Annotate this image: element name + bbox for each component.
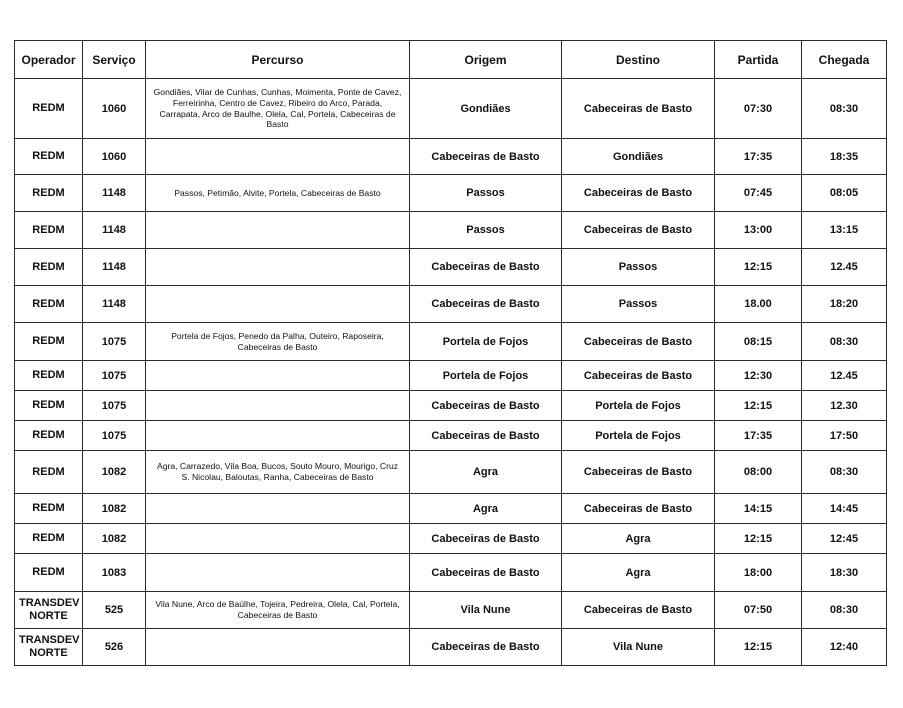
cell-origem: Cabeceiras de Basto <box>410 391 562 421</box>
cell-operador: TRANSDEV NORTE <box>15 629 83 666</box>
cell-percurso <box>146 494 410 524</box>
cell-servico: 1148 <box>83 212 146 249</box>
cell-percurso <box>146 629 410 666</box>
cell-servico: 1082 <box>83 524 146 554</box>
cell-destino: Portela de Fojos <box>562 391 715 421</box>
cell-partida: 14:15 <box>715 494 802 524</box>
cell-partida: 18.00 <box>715 286 802 323</box>
cell-chegada: 08:30 <box>802 79 887 139</box>
cell-origem: Cabeceiras de Basto <box>410 421 562 451</box>
cell-origem: Cabeceiras de Basto <box>410 554 562 592</box>
cell-operador: REDM <box>15 421 83 451</box>
cell-destino: Agra <box>562 524 715 554</box>
cell-destino: Cabeceiras de Basto <box>562 494 715 524</box>
table-row <box>15 323 887 361</box>
cell-partida: 12:15 <box>715 391 802 421</box>
cell-partida: 07:30 <box>715 79 802 139</box>
cell-servico: 1082 <box>83 494 146 524</box>
table-row <box>15 249 887 286</box>
cell-destino: Passos <box>562 286 715 323</box>
cell-origem: Agra <box>410 494 562 524</box>
cell-destino: Cabeceiras de Basto <box>562 212 715 249</box>
cell-origem: Cabeceiras de Basto <box>410 524 562 554</box>
cell-chegada: 08:30 <box>802 592 887 629</box>
header-partida: Partida <box>715 41 802 79</box>
cell-partida: 13:00 <box>715 212 802 249</box>
cell-chegada: 08:30 <box>802 451 887 494</box>
cell-destino: Agra <box>562 554 715 592</box>
cell-origem: Portela de Fojos <box>410 361 562 391</box>
cell-servico: 1083 <box>83 554 146 592</box>
cell-operador: TRANSDEV NORTE <box>15 592 83 629</box>
cell-operador: REDM <box>15 554 83 592</box>
cell-servico: 1075 <box>83 323 146 361</box>
cell-origem: Cabeceiras de Basto <box>410 286 562 323</box>
table-row <box>15 286 887 323</box>
cell-chegada: 14:45 <box>802 494 887 524</box>
cell-servico: 1148 <box>83 249 146 286</box>
cell-percurso: Vila Nune, Arco de Baúlhe, Tojeira, Pedreira, Olela, Cal, Portela, Cabeceiras de Basto <box>146 592 410 629</box>
cell-destino: Cabeceiras de Basto <box>562 361 715 391</box>
cell-destino: Cabeceiras de Basto <box>562 451 715 494</box>
cell-percurso <box>146 421 410 451</box>
table-row <box>15 79 887 139</box>
cell-origem: Cabeceiras de Basto <box>410 249 562 286</box>
cell-origem: Passos <box>410 175 562 212</box>
cell-partida: 17:35 <box>715 421 802 451</box>
cell-operador: REDM <box>15 323 83 361</box>
cell-origem: Cabeceiras de Basto <box>410 629 562 666</box>
table-row <box>15 524 887 554</box>
cell-partida: 08:15 <box>715 323 802 361</box>
cell-origem: Cabeceiras de Basto <box>410 139 562 175</box>
cell-chegada: 17:50 <box>802 421 887 451</box>
cell-chegada: 12.45 <box>802 249 887 286</box>
cell-servico: 1075 <box>83 361 146 391</box>
header-destino: Destino <box>562 41 715 79</box>
cell-operador: REDM <box>15 361 83 391</box>
cell-percurso <box>146 212 410 249</box>
header-servico: Serviço <box>83 41 146 79</box>
cell-partida: 07:50 <box>715 592 802 629</box>
cell-origem: Portela de Fojos <box>410 323 562 361</box>
cell-destino: Cabeceiras de Basto <box>562 592 715 629</box>
cell-operador: REDM <box>15 524 83 554</box>
cell-destino: Vila Nune <box>562 629 715 666</box>
cell-origem: Vila Nune <box>410 592 562 629</box>
cell-chegada: 13:15 <box>802 212 887 249</box>
cell-destino: Cabeceiras de Basto <box>562 323 715 361</box>
cell-chegada: 12.45 <box>802 361 887 391</box>
cell-servico: 1148 <box>83 286 146 323</box>
cell-percurso: Agra, Carrazedo, Vila Boa, Bucos, Souto Mouro, Mourigo, Cruz S. Nicolau, Baloutas, Ranha, Cabeceiras de Basto <box>146 451 410 494</box>
cell-operador: REDM <box>15 212 83 249</box>
cell-partida: 12:15 <box>715 629 802 666</box>
cell-chegada: 18:30 <box>802 554 887 592</box>
cell-percurso <box>146 286 410 323</box>
cell-servico: 1075 <box>83 421 146 451</box>
cell-servico: 526 <box>83 629 146 666</box>
table-row <box>15 629 887 666</box>
cell-operador: REDM <box>15 175 83 212</box>
cell-operador: REDM <box>15 494 83 524</box>
header-chegada: Chegada <box>802 41 887 79</box>
cell-operador: REDM <box>15 249 83 286</box>
cell-chegada: 18:35 <box>802 139 887 175</box>
cell-percurso <box>146 249 410 286</box>
cell-chegada: 12:45 <box>802 524 887 554</box>
table-row <box>15 494 887 524</box>
cell-percurso <box>146 391 410 421</box>
table-row <box>15 421 887 451</box>
table-row <box>15 212 887 249</box>
cell-destino: Cabeceiras de Basto <box>562 175 715 212</box>
cell-percurso <box>146 361 410 391</box>
cell-operador: REDM <box>15 391 83 421</box>
cell-percurso: Portela de Fojos, Penedo da Palha, Outeiro, Raposeira, Cabeceiras de Basto <box>146 323 410 361</box>
table-row <box>15 451 887 494</box>
cell-origem: Passos <box>410 212 562 249</box>
cell-destino: Gondiães <box>562 139 715 175</box>
cell-servico: 1075 <box>83 391 146 421</box>
cell-servico: 1060 <box>83 139 146 175</box>
cell-partida: 12:15 <box>715 249 802 286</box>
table-row <box>15 592 887 629</box>
cell-partida: 08:00 <box>715 451 802 494</box>
cell-partida: 18:00 <box>715 554 802 592</box>
table-row <box>15 554 887 592</box>
cell-percurso: Gondiães, Vilar de Cunhas, Cunhas, Moimenta, Ponte de Cavez, Ferreirinha, Centro de Cavez, Ribeiro do Arco, Parada, Carrapata, Arco de Baulhe, Olela, Cal, Portela, Cabeceiras de Basto <box>146 79 410 139</box>
cell-operador: REDM <box>15 451 83 494</box>
cell-operador: REDM <box>15 79 83 139</box>
header-operador: Operador <box>15 41 83 79</box>
cell-origem: Gondiães <box>410 79 562 139</box>
cell-percurso: Passos, Petimão, Alvite, Portela, Cabeceiras de Basto <box>146 175 410 212</box>
cell-operador: REDM <box>15 286 83 323</box>
cell-percurso <box>146 554 410 592</box>
cell-partida: 07:45 <box>715 175 802 212</box>
table-row <box>15 175 887 212</box>
cell-destino: Portela de Fojos <box>562 421 715 451</box>
cell-chegada: 12:40 <box>802 629 887 666</box>
cell-chegada: 18:20 <box>802 286 887 323</box>
header-origem: Origem <box>410 41 562 79</box>
cell-chegada: 08:30 <box>802 323 887 361</box>
cell-partida: 12:30 <box>715 361 802 391</box>
cell-servico: 1060 <box>83 79 146 139</box>
header-percurso: Percurso <box>146 41 410 79</box>
cell-servico: 1082 <box>83 451 146 494</box>
table-row <box>15 391 887 421</box>
cell-servico: 525 <box>83 592 146 629</box>
bus-schedule-table <box>14 40 887 666</box>
cell-destino: Cabeceiras de Basto <box>562 79 715 139</box>
cell-destino: Passos <box>562 249 715 286</box>
cell-percurso <box>146 139 410 175</box>
cell-chegada: 12.30 <box>802 391 887 421</box>
cell-percurso <box>146 524 410 554</box>
table-row <box>15 361 887 391</box>
cell-partida: 17:35 <box>715 139 802 175</box>
header-row <box>15 41 887 79</box>
cell-partida: 12:15 <box>715 524 802 554</box>
cell-operador: REDM <box>15 139 83 175</box>
cell-chegada: 08:05 <box>802 175 887 212</box>
cell-servico: 1148 <box>83 175 146 212</box>
cell-origem: Agra <box>410 451 562 494</box>
schedule-sheet <box>14 40 886 666</box>
table-row <box>15 139 887 175</box>
